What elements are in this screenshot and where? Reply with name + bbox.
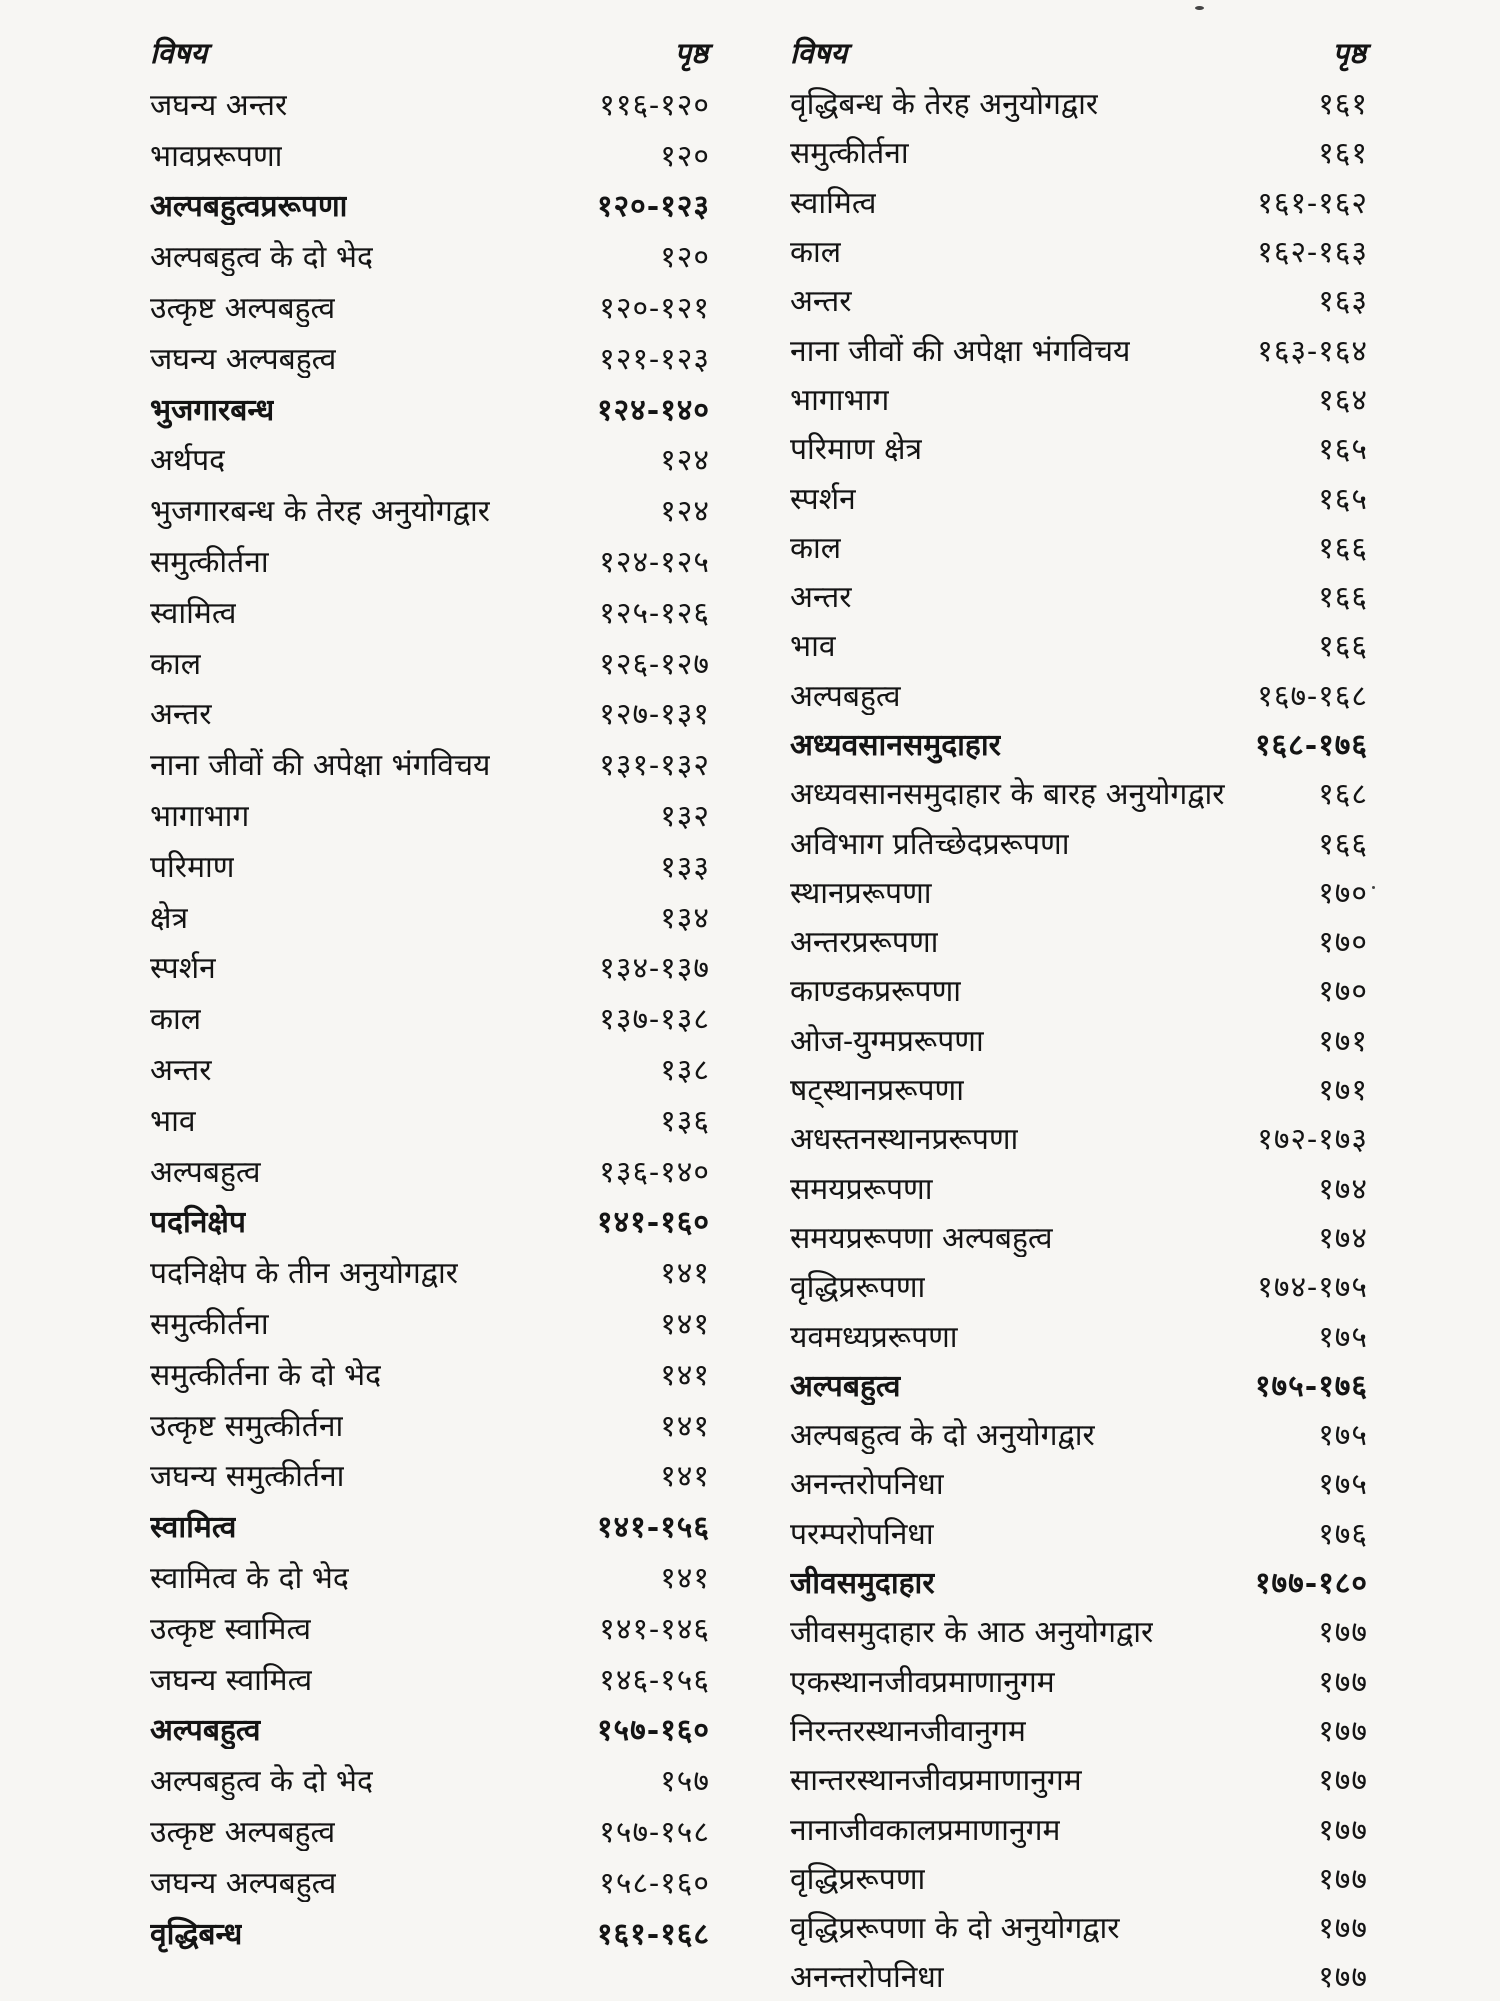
entry-page: १४१ <box>660 1408 710 1444</box>
right-header <box>790 26 1368 72</box>
entry-page: १६३ <box>1318 284 1368 320</box>
entry-title: उत्कृष्ट अल्पबहुत्व <box>150 291 336 327</box>
index-entry <box>150 1602 710 1653</box>
entry-page: १६२-१६३ <box>1257 235 1368 271</box>
index-entry <box>790 620 1368 669</box>
right-entries <box>790 78 1368 2001</box>
index-entry <box>150 942 710 993</box>
entry-title: जघन्य अल्पबहुत्व <box>150 341 337 377</box>
entry-page: १६६ <box>1318 629 1368 665</box>
index-entry <box>150 738 710 789</box>
index-entry <box>150 637 710 688</box>
index-entry <box>150 1551 710 1602</box>
entry-page: १४१-१४६ <box>599 1611 710 1647</box>
entry-title: स्वामित्व के दो भेद <box>150 1561 349 1596</box>
entry-page: १६५ <box>1318 432 1368 468</box>
entry-page: १४१-१५६ <box>596 1510 710 1546</box>
entry-title: अधस्तनस्थानप्ररूपणा <box>790 1122 1019 1158</box>
left-column <box>150 26 710 1957</box>
page-heading: पृष्ठ <box>1332 36 1366 70</box>
entry-page: १२४ <box>660 494 710 530</box>
section-heading-row <box>790 719 1368 768</box>
index-entry <box>790 374 1368 423</box>
index-entry <box>790 670 1368 719</box>
index-entry <box>150 230 710 281</box>
entry-title: वृद्धिप्ररूपणा के दो अनुयोगद्वार <box>790 1911 1120 1947</box>
entry-page: १२४-१२५ <box>599 545 710 581</box>
index-entry <box>790 1163 1368 1212</box>
index-entry <box>150 840 710 891</box>
entry-page: १४१ <box>660 1561 710 1596</box>
index-entry <box>150 1348 710 1399</box>
entry-page: १५८-१६० <box>599 1865 710 1901</box>
entry-title: अल्पबहुत्व <box>150 1154 261 1190</box>
entry-title: अल्पबहुत्व <box>790 1368 901 1404</box>
entry-page: १३२ <box>660 799 710 835</box>
entry-page: १३३ <box>660 849 710 885</box>
index-entry <box>790 127 1368 176</box>
index-entry <box>790 423 1368 472</box>
left-header <box>150 26 710 72</box>
entry-title: समुत्कीर्तना <box>150 545 269 581</box>
entry-title: जघन्य स्वामित्व <box>150 1662 313 1698</box>
index-entry <box>790 1656 1368 1705</box>
entry-title: भागाभाग <box>790 382 890 418</box>
entry-title: ओज-युग्मप्ररूपणा <box>790 1023 984 1059</box>
entry-title: परिमाण क्षेत्र <box>790 432 923 468</box>
index-entry <box>790 1803 1368 1852</box>
index-entry <box>790 1015 1368 1064</box>
index-entry <box>150 484 710 535</box>
entry-title: अल्पबहुत्व के दो भेद <box>150 240 373 276</box>
entry-title: समयप्ररूपणा अल्पबहुत्व <box>790 1220 1053 1256</box>
entry-title: जघन्य अन्तर <box>150 87 288 123</box>
entry-title: समयप्ररूपणा <box>790 1171 933 1207</box>
index-entry <box>790 768 1368 817</box>
section-heading-row <box>150 383 710 434</box>
section-heading-row <box>150 1196 710 1247</box>
entry-title: अल्पबहुत्व के दो अनुयोगद्वार <box>790 1418 1095 1454</box>
entry-title: नाना जीवों की अपेक्षा भंगविचय <box>790 333 1131 369</box>
section-heading-row <box>150 180 710 231</box>
entry-page: १७४ <box>1318 1220 1368 1256</box>
subject-heading: विषय <box>150 36 208 70</box>
entry-title: काण्डकप्ररूपणा <box>790 974 962 1010</box>
entry-page: १७७ <box>1318 1763 1368 1799</box>
entry-page: १२०-१२१ <box>599 291 710 327</box>
index-entry <box>150 1450 710 1501</box>
entry-page: १३७-१३८ <box>599 1002 710 1038</box>
entry-title: उत्कृष्ट समुत्कीर्तना <box>150 1408 344 1444</box>
section-heading-row <box>790 1557 1368 1606</box>
entry-title: भुजगारबन्ध <box>150 392 275 428</box>
index-entry <box>790 1458 1368 1507</box>
entry-title: काल <box>790 235 842 271</box>
entry-title: निरन्तरस्थानजीवानुगम <box>790 1713 1026 1749</box>
entry-page: १६८ <box>1318 777 1368 813</box>
entry-title: समुत्कीर्तना के दो भेद <box>150 1357 382 1393</box>
entry-title: पदनिक्षेप के तीन अनुयोगद्वार <box>150 1256 459 1292</box>
entry-title: अल्पबहुत्व <box>150 1713 261 1749</box>
index-entry <box>790 177 1368 226</box>
index-entry <box>790 571 1368 620</box>
entry-page: १७० <box>1318 974 1368 1010</box>
entry-title: उत्कृष्ट अल्पबहुत्व <box>150 1814 336 1850</box>
entry-title: अविभाग प्रतिच्छेदप्ररूपणा <box>790 826 1070 862</box>
entry-page: १७७-१८० <box>1254 1566 1368 1602</box>
index-entry <box>790 965 1368 1014</box>
index-entry <box>150 332 710 383</box>
entry-page: १७७ <box>1318 1861 1368 1897</box>
print-speck <box>1195 6 1204 10</box>
index-entry <box>790 1853 1368 1902</box>
index-entry <box>150 688 710 739</box>
entry-title: परिमाण <box>150 849 235 885</box>
entry-title: क्षेत्र <box>150 900 189 936</box>
entry-title: अनन्तरोपनिधा <box>790 1467 944 1503</box>
entry-page: १७० <box>1318 875 1368 911</box>
entry-page: १६१-१६८ <box>596 1916 710 1952</box>
index-entry <box>150 434 710 485</box>
index-entry <box>150 1805 710 1856</box>
entry-page: १७७ <box>1318 1911 1368 1947</box>
entry-page: १२०-१२३ <box>596 189 710 225</box>
entry-title: समुत्कीर्तना <box>150 1307 269 1343</box>
entry-title: उत्कृष्ट स्वामित्व <box>150 1611 312 1647</box>
entry-page: १७७ <box>1318 1664 1368 1700</box>
entry-title: स्पर्शन <box>790 481 856 517</box>
entry-page: १७० <box>1318 925 1368 961</box>
entry-title: भावप्ररूपणा <box>150 138 283 174</box>
entry-page: १२५-१२६ <box>599 595 710 631</box>
index-entry <box>150 1856 710 1907</box>
index-entry <box>150 1399 710 1450</box>
entry-title: स्वामित्व <box>790 185 877 221</box>
entry-page: १७२-१७३ <box>1257 1122 1368 1158</box>
entry-page: १६४ <box>1318 382 1368 418</box>
entry-page: १३६-१४० <box>599 1154 710 1190</box>
index-entry <box>790 1113 1368 1162</box>
section-heading-row <box>150 1907 710 1958</box>
index-entry <box>150 1754 710 1805</box>
index-entry <box>790 1951 1368 2000</box>
entry-title: नानाजीवकालप्रमाणानुगम <box>790 1812 1061 1848</box>
entry-title: भुजगारबन्ध के तेरह अनुयोगद्वार <box>150 494 491 530</box>
print-speck <box>1372 886 1375 889</box>
entry-page: १४६-१५६ <box>599 1662 710 1698</box>
index-entry <box>790 1261 1368 1310</box>
entry-title: वृद्धिप्ररूपणा <box>790 1861 926 1897</box>
entry-page: १२० <box>660 240 710 276</box>
entry-title: स्वामित्व <box>150 595 237 631</box>
entry-page: १३८ <box>660 1053 710 1089</box>
entry-page: १४१ <box>660 1357 710 1393</box>
entry-page: १७७ <box>1318 1615 1368 1651</box>
index-entry <box>150 1145 710 1196</box>
entry-title: अन्तर <box>150 697 212 733</box>
entry-title: अर्थपद <box>150 443 226 479</box>
entry-title: काल <box>150 646 202 682</box>
entry-title: भाव <box>790 629 836 665</box>
entry-title: नाना जीवों की अपेक्षा भंगविचय <box>150 748 491 784</box>
entry-page: १६८-१७६ <box>1254 728 1368 763</box>
entry-page: १३१-१३२ <box>599 748 710 784</box>
left-entries <box>150 78 710 1957</box>
index-entry <box>790 78 1368 127</box>
index-entry <box>790 1508 1368 1557</box>
entry-page: १७५ <box>1318 1319 1368 1355</box>
entry-title: स्वामित्व <box>150 1510 237 1546</box>
index-entry <box>790 916 1368 965</box>
entry-title: अल्पबहुत्व के दो भेद <box>150 1764 373 1800</box>
index-entry <box>790 522 1368 571</box>
entry-title: अन्तर <box>150 1053 212 1089</box>
entry-title: अध्यवसानसमुदाहार <box>790 728 1001 763</box>
index-entry <box>150 891 710 942</box>
entry-page: १५७ <box>660 1764 710 1800</box>
entry-page: १४१ <box>660 1459 710 1495</box>
entry-page: १३६ <box>660 1103 710 1139</box>
index-entry <box>790 472 1368 521</box>
entry-page: १६६ <box>1318 826 1368 862</box>
index-entry <box>790 275 1368 324</box>
entry-page: १७७ <box>1318 1812 1368 1848</box>
index-entry <box>150 281 710 332</box>
entry-title: परम्परोपनिधा <box>790 1516 934 1552</box>
entry-page: १२७-१३१ <box>599 697 710 733</box>
entry-page: १३४-१३७ <box>599 951 710 987</box>
entry-title: अन्तर <box>790 284 852 320</box>
entry-page: १७४ <box>1318 1171 1368 1207</box>
entry-title: सान्तरस्थानजीवप्रमाणानुगम <box>790 1763 1082 1799</box>
index-entry <box>150 1297 710 1348</box>
entry-title: भागाभाग <box>150 799 250 835</box>
entry-title: जीवसमुदाहार के आठ अनुयोगद्वार <box>790 1615 1154 1651</box>
entry-page: १७५ <box>1318 1467 1368 1503</box>
entry-page: १२१-१२३ <box>599 341 710 377</box>
entry-page: १४१ <box>660 1256 710 1292</box>
index-entry <box>790 1310 1368 1359</box>
section-heading-row <box>790 1360 1368 1409</box>
index-entry <box>790 1606 1368 1655</box>
index-entry <box>790 324 1368 373</box>
entry-title: अनन्तरोपनिधा <box>790 1960 944 1996</box>
entry-title: अल्पबहुत्व <box>790 678 901 714</box>
page-heading: पृष्ठ <box>674 36 708 70</box>
entry-title: षट्स्थानप्ररूपणा <box>790 1073 964 1109</box>
index-entry <box>790 1705 1368 1754</box>
entry-title: एकस्थानजीवप्रमाणानुगम <box>790 1664 1055 1700</box>
entry-page: १६५ <box>1318 481 1368 517</box>
entry-title: यवमध्यप्ररूपणा <box>790 1319 958 1355</box>
entry-page: १६६ <box>1318 530 1368 566</box>
entry-title: स्पर्शन <box>150 951 216 987</box>
entry-page: १५७-१६० <box>596 1713 710 1749</box>
entry-title: भाव <box>150 1103 196 1139</box>
entry-page: १७७ <box>1318 1713 1368 1749</box>
entry-title: स्थानप्ररूपणा <box>790 875 932 911</box>
subject-heading: विषय <box>790 36 848 70</box>
entry-page: १५७-१५८ <box>599 1814 710 1850</box>
entry-page: १६६ <box>1318 580 1368 616</box>
index-entry <box>790 226 1368 275</box>
entry-title: वृद्धिबन्ध के तेरह अनुयोगद्वार <box>790 87 1099 123</box>
entry-title: वृद्धिबन्ध <box>150 1916 243 1952</box>
index-entry <box>150 1653 710 1704</box>
index-entry <box>790 817 1368 866</box>
entry-page: १६३-१६४ <box>1257 333 1368 369</box>
right-column <box>790 26 1368 2001</box>
entry-page: १२४-१४० <box>596 392 710 428</box>
entry-page: १७१ <box>1318 1023 1368 1059</box>
section-heading-row <box>150 1500 710 1551</box>
entry-page: १६१ <box>1318 136 1368 172</box>
entry-title: अध्यवसानसमुदाहार के बारह अनुयोगद्वार <box>790 777 1225 813</box>
entry-page: १२० <box>660 138 710 174</box>
entry-title: जघन्य अल्पबहुत्व <box>150 1865 337 1901</box>
index-entry <box>150 586 710 637</box>
entry-page: १६१ <box>1318 87 1368 123</box>
section-heading-row <box>150 1704 710 1755</box>
entry-page: १४१-१६० <box>596 1205 710 1241</box>
index-entry <box>150 992 710 1043</box>
entry-page: १२६-१२७ <box>599 646 710 682</box>
entry-title: अल्पबहुत्वप्ररूपणा <box>150 189 348 225</box>
entry-page: १४१ <box>660 1307 710 1343</box>
index-entry <box>790 1754 1368 1803</box>
entry-page: १७५ <box>1318 1418 1368 1454</box>
entry-title: पदनिक्षेप <box>150 1205 246 1241</box>
index-entry <box>790 867 1368 916</box>
index-entry <box>790 1212 1368 1261</box>
entry-page: १३४ <box>660 900 710 936</box>
index-entry <box>790 1409 1368 1458</box>
index-entry <box>790 1902 1368 1951</box>
entry-page: १२४ <box>660 443 710 479</box>
entry-page: १७७ <box>1318 1960 1368 1996</box>
entry-page: १७५-१७६ <box>1254 1368 1368 1404</box>
index-entry <box>150 78 710 129</box>
entry-title: समुत्कीर्तना <box>790 136 909 172</box>
index-entry <box>150 129 710 180</box>
entry-title: जघन्य समुत्कीर्तना <box>150 1459 345 1495</box>
entry-page: १७६ <box>1318 1516 1368 1552</box>
entry-title: वृद्धिप्ररूपणा <box>790 1270 926 1306</box>
entry-title: काल <box>150 1002 202 1038</box>
entry-title: काल <box>790 530 842 566</box>
index-entry <box>790 1064 1368 1113</box>
index-entry <box>150 1043 710 1094</box>
entry-page: १७४-१७५ <box>1257 1270 1368 1306</box>
index-entry <box>150 1246 710 1297</box>
entry-page: ११६-१२० <box>599 87 710 123</box>
entry-title: जीवसमुदाहार <box>790 1566 935 1602</box>
index-entry <box>150 1094 710 1145</box>
index-entry <box>150 535 710 586</box>
entry-title: अन्तरप्ररूपणा <box>790 925 939 961</box>
entry-title: अन्तर <box>790 580 852 616</box>
index-entry <box>150 789 710 840</box>
entry-page: १६१-१६२ <box>1257 185 1368 221</box>
entry-page: १७१ <box>1318 1073 1368 1109</box>
entry-page: १६७-१६८ <box>1257 678 1368 714</box>
